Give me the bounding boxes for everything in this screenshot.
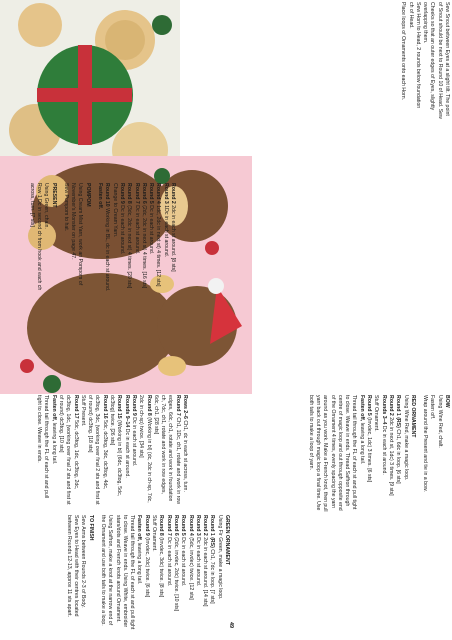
hat-round-line-label: Round 9 [118, 183, 125, 204]
present-round-line-label: Round 8 [145, 395, 152, 416]
final-notes-line: Cheeks so that an outer edges of Eyes, slightly [429, 2, 436, 111]
present-round-line-text: Stuff Present. [79, 395, 86, 427]
pompom-line: November's Monster on page 47. [70, 183, 77, 260]
present-round-line-text: 5dc, dc3tog, 1dc, dc3tog, 2dc, dc3tog, 1dc, (working over final 2 sts and first st of round) dc3tog. [10 sts] [57, 395, 79, 505]
hat-round-line-label: Round 8 [126, 183, 133, 204]
hat-round-line-text: (3dc, 2dc in next st) 4 times. [20 sts] [126, 203, 133, 289]
red-ornament-line-text: Using Wine Red, make a magic loop. [402, 395, 409, 481]
present-round-line-text: 5dc, dc3tog, 3dc, dc3tog, 4dc, dc3tog, 3dc, (working over final 2 sts and first st of round) dc3tog. [18 sts] [87, 395, 108, 505]
green-ornament-line-text: (5dc, invdec) twice. [12 sts] [187, 535, 194, 600]
bow-line: Fasten off. [429, 395, 436, 420]
present-round-line-label: Round 7 [174, 395, 181, 416]
green-ornament-line-text: (2dc, invdec, 2dc) twice. [10 sts] [172, 535, 179, 611]
final-notes-line: Sew Horn to Head, 2 rounds below foundation [414, 2, 421, 109]
present-round-line-label: Fasten off, [50, 395, 57, 422]
present-round-line-text: Thread tail through the FL of each st and pull tight to close. Weave in ends. [36, 395, 50, 499]
green-ornament-line-text: Using Fir Green, make a magic loop. [216, 515, 223, 600]
red-ornament-line-text: Thread tail through the FL of each st and pull tight to close. Weave in ends. Thread Saffron through centre of magic loop and out through opposite end of the Ornament 4 times, evenly spacing the yarn around as you work. Make a French knot, then pull yarn back out through magic loop a final time. Use both tails to make a loop of yarn. [307, 395, 358, 512]
present-round-line-text: (Working in bl) (6dc, dc3tog, 5dc, dc3tog) twice. [26 sts] [109, 395, 123, 497]
bow-line: Wrap around the Present and tie in a bow. [422, 395, 429, 492]
hat-round-line-text: 1Dc in each st around. [162, 203, 169, 258]
green-ornament-line-text: Dc in each st around. [165, 535, 172, 587]
red-ornament-line-text: 2dc in next st, 1dc) 3 times. [9 sts] [387, 415, 394, 496]
red-ornament-line-text: Stuff Ornament. [373, 395, 380, 432]
bow-line: Using Wine Red, chalt. [436, 395, 443, 448]
red-ornament-line-label: Round 2 [387, 395, 394, 416]
pompom-line: Using Cream Mist Yarn, work an Pompom of [77, 183, 84, 286]
green-ornament-line-text: (Invdec, 3dc) twice. [8 sts] [158, 535, 165, 598]
green-ornament-line-label: Round 8 [158, 515, 165, 536]
final-notes-line: overlapping them. [422, 2, 429, 44]
green-ornament-line-label: Round 2 [202, 515, 209, 536]
final-notes-line: Place loops of Ornaments onto each Horn. [400, 2, 407, 101]
page-number: 49 [228, 622, 234, 629]
present-round-line-text: Ch1, dc in each st across, turn. [182, 418, 188, 492]
red-ornament-line-label: Rounds 3–4 [380, 395, 387, 425]
final-notes-column [399, 2, 450, 122]
red-ornament-line-text: (Invdec, 1dc) 3 times. [6 sts] [366, 415, 373, 483]
present-round-line-text: leaving a long tail. [50, 421, 57, 465]
bow-title: BOW [444, 395, 450, 408]
green-ornament-title: GREEN ORNAMENT [224, 515, 230, 565]
hat-round-line-text: Change to Cream Yarn. [111, 183, 118, 238]
hat-round-line-text: Dc in each st around. [118, 203, 125, 255]
green-ornament-line-text: Dc in each st around. [194, 535, 201, 587]
green-ornament-line-label: Round 6 [172, 515, 179, 536]
final-notes-line: ch of Head. [407, 2, 414, 29]
hat-round-line-label: Round 4 [155, 183, 162, 204]
present-round-line-text: Dc in each st around. [130, 415, 137, 467]
green-ornament-line-text: (Invdec, 2dc) twice. [6 sts] [143, 535, 150, 598]
hat-round-line-label: Round 6 [140, 183, 147, 204]
present-round-line-label: Round 16 [101, 395, 108, 419]
hat-round-line-label: Round 5 [148, 183, 155, 204]
final-notes-line: of Snout should be next to Round 10 of Head. Sew [436, 2, 443, 119]
final-notes-line: Sew Snout between Eyes at a slight tilt. The point [444, 2, 450, 116]
green-ornament-line-text: Stuff Ornament. [151, 515, 158, 552]
red-ornament-line-text: Ch1, 6dc in loop. [6 sts] [395, 427, 402, 484]
present-round-line-text: Dc in each st around. [123, 427, 130, 478]
present-round-line-label: Rows 2–6 [182, 395, 188, 419]
present-round-line-label: Round 17 [72, 395, 79, 419]
present-round-line-text: Ch1, 1Dc, ch1, rotate and work in row edges, 6dc, ch1, rotate and work in foundation ch, 7dc, ch1, rotate and work in row edges, 6dc, ch1. [28 sts] [152, 395, 181, 504]
present-round-line-label: Round 9 [130, 395, 137, 416]
to-finish-line: between Rounds 12-13, approx 11 sts apart. [65, 515, 72, 617]
hat-round-line-label: Fasten off. [97, 183, 104, 210]
hat-round-line-label: Round 10 [104, 183, 111, 207]
green-ornament-line-label: Round 1 (RS) [209, 515, 216, 548]
green-ornament-line-label: Round 5 [180, 515, 187, 536]
present-round-line-label: Rounds 9–14 [123, 395, 130, 428]
red-ornament-title: RED ORNAMENT [409, 395, 416, 438]
to-finish-line: Sew Arms between Rounds 2-3 of Body. [80, 515, 87, 608]
present-round-line-text: (Working in bl) (dc, 2dc in ch-sp, 7dc, 2dc in ch-sp) twice. [34 sts] [138, 395, 152, 503]
red-ornament-line-label: Round 1 (RS) [395, 395, 402, 428]
hat-round-line-label: Round 2 [170, 183, 176, 204]
present-title: PRESENT [50, 183, 57, 208]
hat-round-line-text: Dc in each st around. [148, 203, 155, 255]
red-ornament-line-text: leaving a long tail. [358, 421, 365, 465]
hat-round-line-text: (2dc, 2dc in next st) 4 times. [16 sts] [140, 203, 147, 289]
green-ornament-line-label: Fasten off, [136, 515, 143, 542]
green-ornament-line-text: 2dc in each st around. [14 sts] [202, 535, 209, 607]
pompom-line: Sew Pompom to hat. [62, 183, 69, 232]
pompom-title: POMPOM [84, 183, 91, 207]
green-ornament-line-text: Ch1, 7dc in loop. [7 sts] [209, 547, 216, 604]
green-ornament-line-label: Round 4 [187, 515, 194, 536]
green-ornament-line-text: leaving a long tail. [136, 541, 143, 585]
green-ornament-line-label: Round 9 [143, 515, 150, 536]
red-ornament-line-text: Dc in each st around. [380, 424, 387, 475]
present-line: Using Green, chain. [43, 183, 50, 229]
hat-round-line-text: Working in BL, dc in each st around. [104, 206, 111, 292]
hat-round-line-text: Dc in each st around. [133, 203, 140, 255]
present-round-line-label: Round 15 [116, 395, 123, 419]
red-ornament-line-label: Round 5 [366, 395, 373, 416]
present-line: across, turn. [7 sts] [28, 183, 35, 227]
hat-round-line-label: Round 3 [162, 183, 169, 204]
green-ornament-line-text: Dc in each st around. [180, 535, 187, 587]
green-ornament-line-label: Round 7 [165, 515, 172, 536]
green-ornament-line-text: Thread tail through the FL of each st and pull tight to close. Weave in ends. Using White, embroider stars/dots and French knots around Ornament. Using Saffron, make a knot at the narrow end of the Ornament and use both tails to make a loop. [99, 515, 136, 630]
green-ornament-line-label: Round 3 [194, 515, 201, 536]
hat-round-line-text: 1dc, 2dc in next st) 4 times. [12 sts] [155, 203, 162, 287]
hat-round-line-text: 2dc in each st around. [8 sts] [170, 203, 176, 272]
hat-round-line-label: Round 7 [133, 183, 140, 204]
to-finish-line: Sew Eyes to Head with their centres located [73, 515, 80, 617]
to-finish-title: TO FINISH [87, 515, 94, 541]
present-line: Row 1 Dc in second ch from hook and each ch [35, 183, 42, 291]
red-ornament-line-label: Fasten off, [358, 395, 365, 422]
